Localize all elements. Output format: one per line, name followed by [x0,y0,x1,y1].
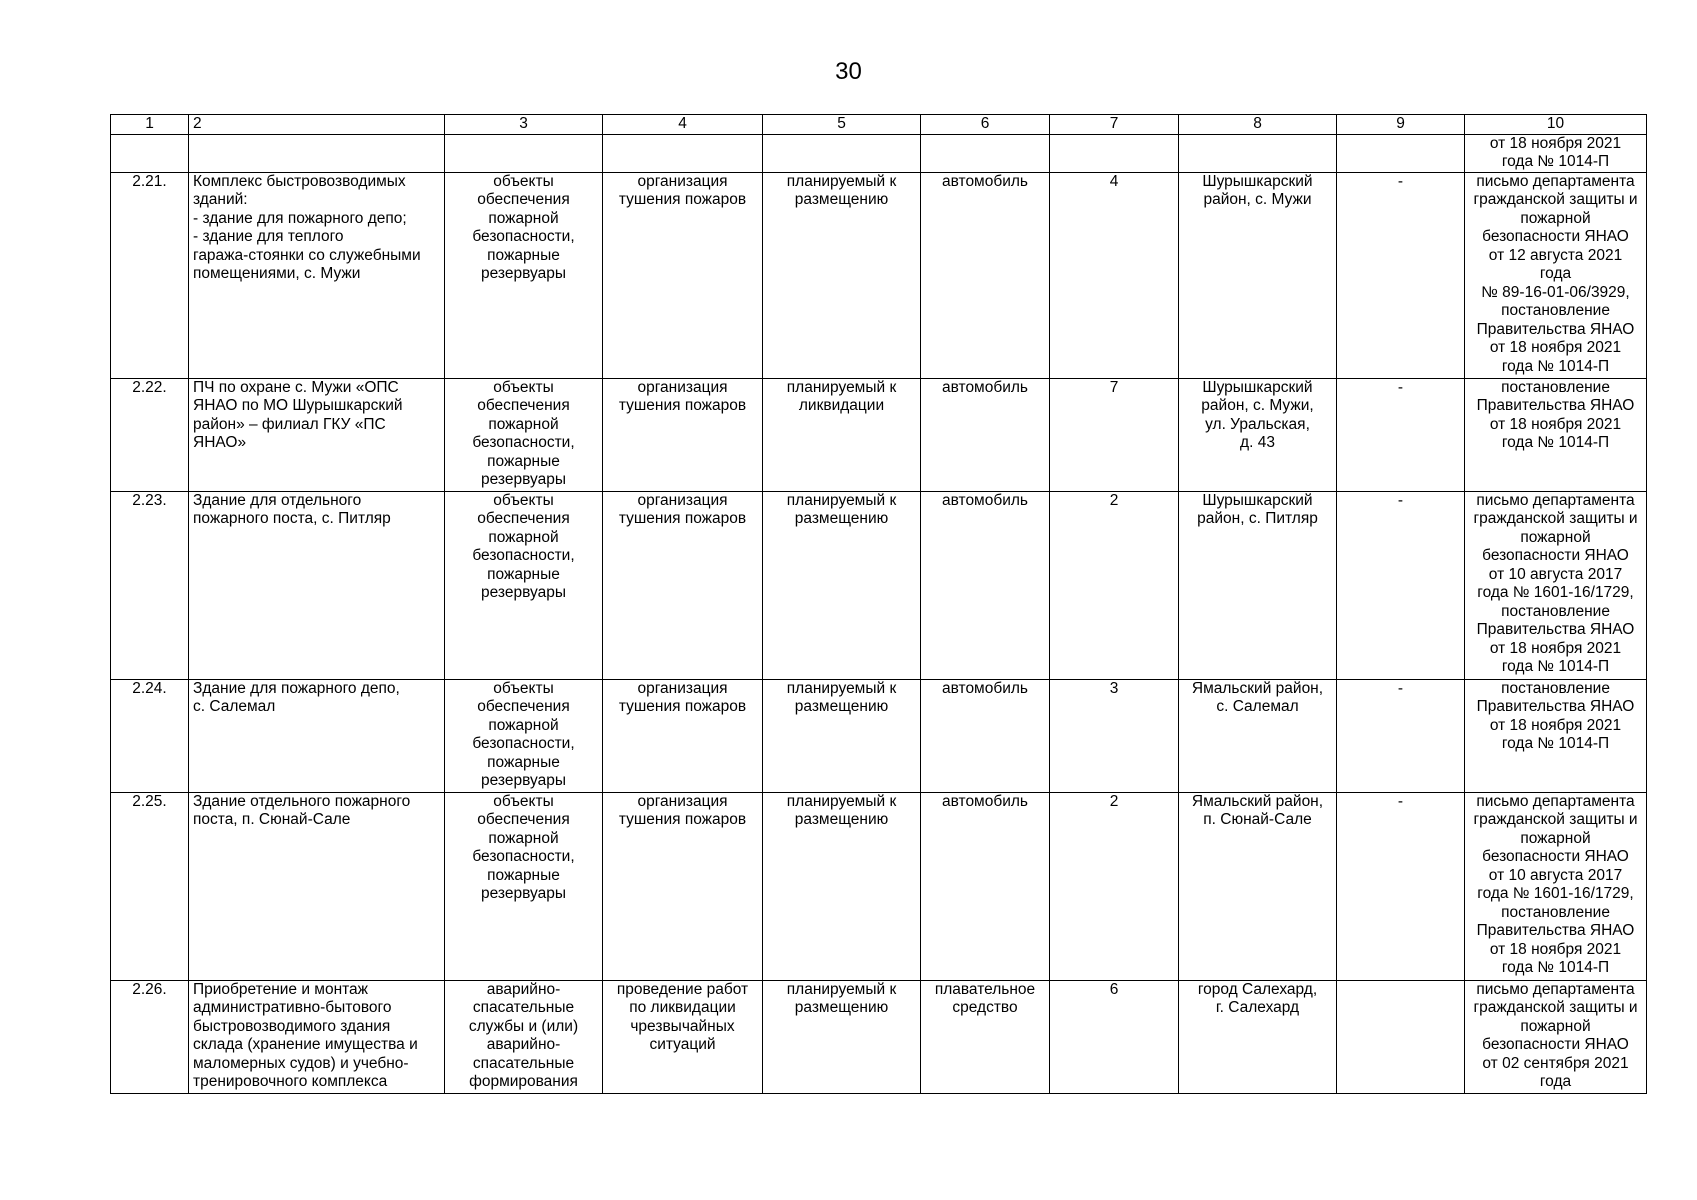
legal-basis: письмо департамента гражданской защиты и пожарной безопасности ЯНАО от 10 августа 2017 года № 1601-16/1729, постановление Правительства ЯНАО от 18 ноября 2021 года № 1014-П [1473,792,1638,976]
object-purpose-cell [603,679,763,792]
row-number: 2.24. [132,679,167,697]
legal-basis-cell [1465,134,1647,172]
object-status: планируемый к размещению [786,491,897,527]
object-location: город Салехард, г. Салехард [1197,980,1318,1016]
transport-type: автомобиль [942,491,1028,509]
object-name-cell [189,792,445,980]
row-number: 2.25. [132,792,167,810]
zone-value-cell [1337,792,1465,980]
header-cell: 8 [1179,115,1337,135]
object-name: Комплекс быстровозводимых зданий: - здание для пожарного депо; - здание для теплого гаража-стоянки со служебными помещениями, с. Мужи [193,172,421,282]
object-category-cell [445,792,603,980]
object-location-cell [1179,679,1337,792]
object-purpose-cell [603,134,763,172]
object-status-cell [763,980,921,1093]
header-cell: 6 [921,115,1050,135]
arrival-time: 2 [1109,792,1119,810]
zone-value-cell [1337,980,1465,1093]
object-name-cell [189,980,445,1093]
table-row [111,172,1647,378]
zone-value-cell [1337,491,1465,679]
object-location: Шурышкарский район, с. Мужи, ул. Уральская, д. 43 [1201,378,1314,451]
object-status-cell [763,134,921,172]
object-location: Шурышкарский район, с. Питляр [1197,491,1318,527]
zone-value-cell [1337,679,1465,792]
transport-type: автомобиль [942,378,1028,396]
object-category-cell [445,679,603,792]
object-name: Здание отдельного пожарного поста, п. Сюнай-Сале [193,792,411,828]
object-status-cell [763,792,921,980]
arrival-time: 3 [1109,679,1119,697]
object-category: аварийно- спасательные службы и (или) аварийно- спасательные формирования [468,980,579,1090]
object-location-cell [1179,792,1337,980]
transport-type: автомобиль [942,679,1028,697]
arrival-time-cell [1050,679,1179,792]
arrival-time: 7 [1109,378,1119,396]
legal-basis: от 18 ноября 2021 года № 1014-П [1489,134,1622,170]
header-cell: 7 [1050,115,1179,135]
arrival-time-cell [1050,792,1179,980]
object-status: планируемый к размещению [786,792,897,828]
header-cell: 2 [189,115,445,135]
object-status-cell [763,491,921,679]
row-number-cell [111,491,189,679]
transport-type: автомобиль [942,792,1028,810]
object-location-cell [1179,980,1337,1093]
row-number-cell [111,980,189,1093]
object-status-cell [763,378,921,491]
table-row [111,679,1647,792]
object-name: ПЧ по охране с. Мужи «ОПС ЯНАО по МО Шурышкарский район» – филиал ГКУ «ПС ЯНАО» [193,378,403,451]
row-number: 2.21. [132,172,167,190]
legal-basis-cell [1465,980,1647,1093]
legal-basis-cell [1465,172,1647,378]
object-name: Здание для отдельного пожарного поста, с. Питляр [193,491,391,527]
object-purpose: организация тушения пожаров [618,491,747,527]
header-cell: 10 [1465,115,1647,135]
object-location-cell [1179,134,1337,172]
object-category-cell [445,172,603,378]
transport-type-cell [921,491,1050,679]
page-number: 30 [835,58,862,85]
object-location-cell [1179,378,1337,491]
legal-basis-cell [1465,792,1647,980]
object-category: объекты обеспечения пожарной безопасности, пожарные резервуары [472,491,575,601]
object-location: Шурышкарский район, с. Мужи [1202,172,1313,208]
row-number-cell [111,378,189,491]
legal-basis: письмо департамента гражданской защиты и пожарной безопасности ЯНАО от 10 августа 2017 года № 1601-16/1729, постановление Правительства ЯНАО от 18 ноября 2021 года № 1014-П [1473,491,1638,675]
table-row [111,980,1647,1093]
transport-type-cell [921,792,1050,980]
object-purpose-cell [603,792,763,980]
object-status-cell [763,172,921,378]
object-purpose: организация тушения пожаров [618,679,747,715]
zone-value: - [1397,378,1404,396]
row-number-cell [111,172,189,378]
objects-table [110,114,1647,1094]
arrival-time-cell [1050,980,1179,1093]
object-name: Здание для пожарного депо, с. Салемал [193,679,400,715]
object-category-cell [445,980,603,1093]
zone-value: - [1397,792,1404,810]
table-row [111,378,1647,491]
zone-value-cell [1337,134,1465,172]
table-header-row [111,115,1647,135]
object-status: планируемый к размещению [786,679,897,715]
object-status: планируемый к ликвидации [786,378,897,414]
header-cell: 3 [445,115,603,135]
transport-type-cell [921,980,1050,1093]
legal-basis-cell [1465,491,1647,679]
object-purpose-cell [603,491,763,679]
legal-basis: письмо департамента гражданской защиты и пожарной безопасности ЯНАО от 02 сентября 2021 года [1473,980,1638,1090]
table-row [111,792,1647,980]
object-purpose-cell [603,980,763,1093]
zone-value: - [1397,679,1404,697]
transport-type: автомобиль [942,172,1028,190]
object-name-cell [189,172,445,378]
object-location: Ямальский район, п. Сюнай-Сале [1191,792,1324,828]
legal-basis: постановление Правительства ЯНАО от 18 ноября 2021 года № 1014-П [1476,679,1635,752]
object-purpose: организация тушения пожаров [618,792,747,828]
arrival-time-cell [1050,134,1179,172]
object-category: объекты обеспечения пожарной безопасности, пожарные резервуары [472,172,575,282]
legal-basis-cell [1465,378,1647,491]
object-category: объекты обеспечения пожарной безопасности, пожарные резервуары [472,792,575,902]
arrival-time-cell [1050,172,1179,378]
object-status: планируемый к размещению [786,172,897,208]
object-location-cell [1179,491,1337,679]
header-cell: 9 [1337,115,1465,135]
legal-basis: письмо департамента гражданской защиты и пожарной безопасности ЯНАО от 12 августа 2021 года № 89-16-01-06/3929, постановление Правительства ЯНАО от 18 ноября 2021 года № 1014-П [1473,172,1638,375]
object-category-cell [445,134,603,172]
object-category-cell [445,491,603,679]
object-status-cell [763,679,921,792]
object-category: объекты обеспечения пожарной безопасности, пожарные резервуары [472,679,575,789]
object-status: планируемый к размещению [786,980,897,1016]
zone-value-cell [1337,378,1465,491]
object-name-cell [189,679,445,792]
arrival-time: 4 [1109,172,1119,190]
row-number-cell [111,792,189,980]
transport-type-cell [921,378,1050,491]
transport-type-cell [921,679,1050,792]
transport-type: плавательное средство [934,980,1036,1016]
object-name-cell [189,491,445,679]
object-purpose: организация тушения пожаров [618,172,747,208]
zone-value-cell [1337,172,1465,378]
arrival-time: 2 [1109,491,1119,509]
table-row [111,491,1647,679]
row-number: 2.23. [132,491,167,509]
header-cell: 4 [603,115,763,135]
arrival-time-cell [1050,491,1179,679]
transport-type-cell [921,134,1050,172]
row-number-cell [111,679,189,792]
object-purpose-cell [603,172,763,378]
object-name: Приобретение и монтаж административно-бытового быстровозводимого здания склада (хранение имущества и маломерных судов) и учебно- тренировочного комплекса [193,980,418,1090]
zone-value: - [1397,172,1404,190]
zone-value: - [1397,491,1404,509]
object-location-cell [1179,172,1337,378]
legal-basis: постановление Правительства ЯНАО от 18 ноября 2021 года № 1014-П [1476,378,1635,451]
row-number-cell [111,134,189,172]
object-location: Ямальский район, с. Салемал [1191,679,1324,715]
arrival-time-cell [1050,378,1179,491]
object-category-cell [445,378,603,491]
row-number: 2.22. [132,378,167,396]
object-purpose: проведение работ по ликвидации чрезвычайных ситуаций [616,980,749,1053]
row-number: 2.26. [132,980,167,998]
table-row [111,134,1647,172]
object-purpose: организация тушения пожаров [618,378,747,414]
object-name-cell [189,378,445,491]
object-name-cell [189,134,445,172]
object-purpose-cell [603,378,763,491]
header-cell: 1 [111,115,189,135]
transport-type-cell [921,172,1050,378]
legal-basis-cell [1465,679,1647,792]
object-category: объекты обеспечения пожарной безопасности, пожарные резервуары [472,378,575,488]
arrival-time: 6 [1109,980,1119,998]
header-cell: 5 [763,115,921,135]
